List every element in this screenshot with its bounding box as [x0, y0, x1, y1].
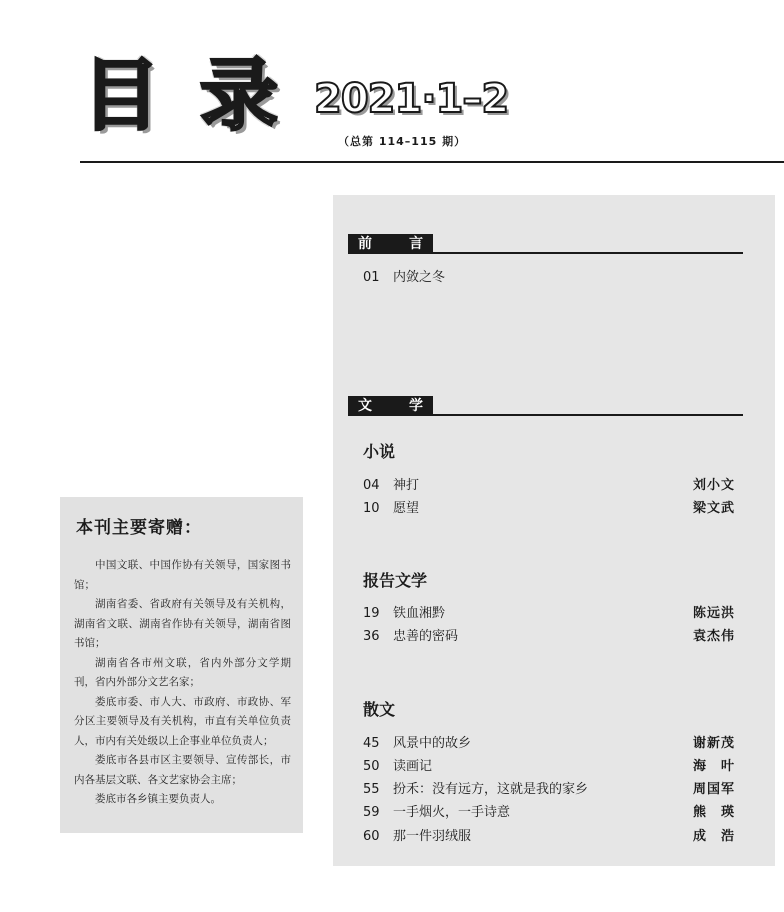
entry-author: 袁杰伟	[692, 629, 735, 644]
toc-panel	[333, 195, 775, 866]
entry-author: 陈远洪	[692, 606, 735, 621]
toc-entry[interactable]	[363, 627, 735, 647]
entry-title: 愿望	[393, 501, 420, 516]
toc-entry[interactable]	[363, 827, 735, 847]
entry-author: 谢新茂	[692, 736, 735, 751]
toc-entry[interactable]	[363, 476, 735, 496]
header-divider	[80, 161, 784, 163]
entry-page: 60	[363, 829, 380, 844]
section-rule	[348, 414, 743, 416]
section-tag-char: 文	[358, 398, 372, 414]
title-char-lu: 录	[199, 51, 278, 141]
entry-title: 读画记	[393, 759, 433, 774]
toc-entry[interactable]	[363, 780, 735, 800]
issue-number: 2021·1–2	[314, 76, 509, 122]
distribution-paragraph: 娄底市各乡镇主要负责人。	[95, 793, 221, 805]
entry-title: 扮禾：没有远方，这就是我的家乡	[393, 782, 589, 797]
entry-author: 成 浩	[692, 829, 735, 844]
category-heading: 小说	[363, 442, 396, 461]
distribution-paragraph: 中国文联、中国作协有关领导，国家图书馆；	[74, 559, 291, 591]
entry-title: 神打	[393, 478, 420, 493]
entry-title: 铁血湘黔	[393, 606, 446, 621]
section-header-preface	[348, 232, 743, 254]
section-header-literature	[348, 394, 743, 416]
toc-entry[interactable]	[363, 499, 735, 519]
entry-author: 熊 瑛	[692, 805, 735, 820]
entry-page: 01	[363, 270, 380, 285]
distribution-box	[60, 497, 303, 833]
distribution-paragraph: 娄底市委、市人大、市政府、市政协、军分区主要领导及有关机构，市直有关单位负责人，市内有关处级以上企事业单位负责人；	[74, 695, 291, 747]
entry-page: 10	[363, 501, 380, 516]
entry-title: 一手烟火，一手诗意	[393, 805, 511, 820]
entry-author: 刘小文	[692, 478, 735, 493]
entry-page: 55	[363, 782, 380, 797]
section-tag	[348, 396, 433, 416]
distribution-paragraph: 湖南省委、省政府有关领导及有关机构，湖南省文联、湖南省作协有关领导，湖南省图书馆；	[74, 598, 291, 649]
entry-title: 内敛之冬	[393, 270, 446, 285]
toc-entry[interactable]	[363, 268, 735, 288]
entry-title: 忠善的密码	[393, 629, 459, 644]
section-tag-char: 学	[409, 398, 423, 414]
category-heading: 报告文学	[363, 571, 428, 590]
total-issue-number: （总第 114–115 期）	[338, 135, 467, 148]
category-heading: 散文	[363, 700, 396, 719]
entry-author: 梁文武	[692, 501, 735, 516]
title-char-mu: 目	[81, 51, 160, 141]
section-tag-char: 言	[409, 236, 423, 252]
entry-author: 海 叶	[692, 759, 735, 774]
section-rule	[348, 252, 743, 254]
entry-page: 45	[363, 736, 380, 751]
toc-entry[interactable]	[363, 803, 735, 823]
distribution-paragraph: 湖南省各市州文联，省内外部分文学期刊，省内外部分文艺名家；	[74, 656, 291, 688]
entry-page: 19	[363, 606, 380, 621]
toc-entry[interactable]	[363, 757, 735, 777]
entry-page: 59	[363, 805, 380, 820]
entry-title: 那一件羽绒服	[393, 829, 472, 844]
section-tag	[348, 234, 433, 254]
entry-page: 50	[363, 759, 380, 774]
entry-author: 周国军	[692, 782, 735, 797]
entry-page: 04	[363, 478, 380, 493]
entry-page: 36	[363, 629, 380, 644]
distribution-paragraph: 娄底市各县市区主要领导、宣传部长，市内各基层文联、各文艺家协会主席；	[74, 754, 291, 786]
entry-title: 风景中的故乡	[393, 736, 472, 751]
toc-entry[interactable]	[363, 734, 735, 754]
distribution-title: 本刊主要寄赠：	[76, 518, 202, 538]
section-tag-char: 前	[358, 236, 372, 252]
toc-entry[interactable]	[363, 604, 735, 624]
